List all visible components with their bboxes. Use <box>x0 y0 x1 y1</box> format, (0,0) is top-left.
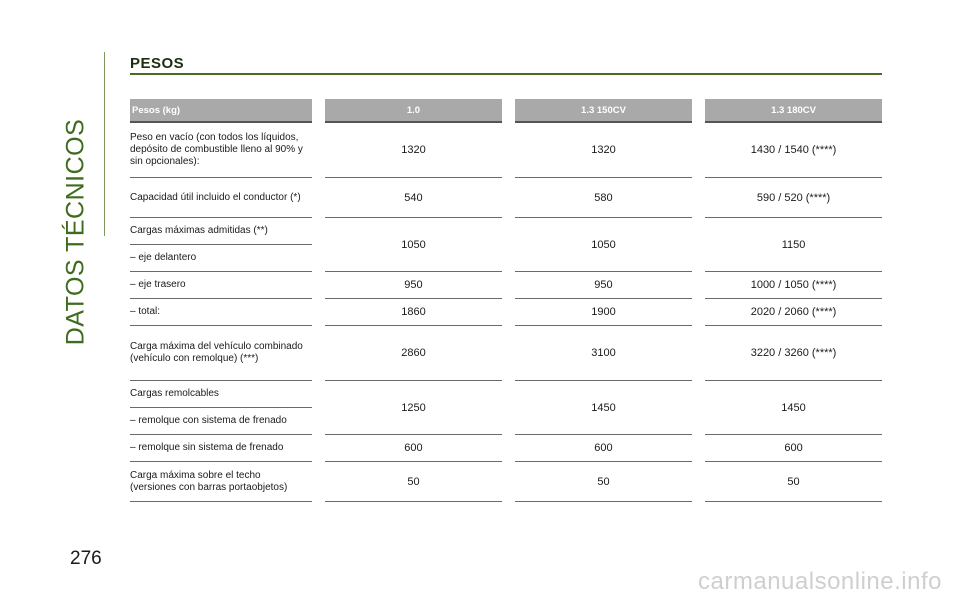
cell-value: 1450 <box>515 381 692 435</box>
table-row <box>130 435 882 462</box>
cell-value: 600 <box>705 435 882 462</box>
cell-value: 590 / 520 (****) <box>705 178 882 218</box>
header-engine-1-0: 1.0 <box>325 99 502 122</box>
header-engine-1-3-150cv: 1.3 150CV <box>515 99 692 122</box>
row-label: Carga máxima sobre el techo (versiones con barras portaobjetos) <box>130 462 312 502</box>
table-row <box>130 381 882 408</box>
row-label: Cargas remolcables <box>130 381 312 408</box>
cell-value: 2020 / 2060 (****) <box>705 299 882 326</box>
cell-value: 1050 <box>325 218 502 272</box>
cell-value: 1430 / 1540 (****) <box>705 122 882 178</box>
cell-value: 1150 <box>705 218 882 272</box>
title-divider <box>130 73 882 75</box>
side-divider <box>104 52 105 236</box>
table-row <box>130 326 882 381</box>
cell-value: 600 <box>325 435 502 462</box>
cell-value: 1250 <box>325 381 502 435</box>
table-row <box>130 178 882 218</box>
cell-value: 1050 <box>515 218 692 272</box>
row-label: Carga máxima del vehículo combinado (vehículo con remolque) (***) <box>130 326 312 381</box>
header-pesos: Pesos (kg) <box>130 99 312 122</box>
row-label: Capacidad útil incluido el conductor (*) <box>130 178 312 218</box>
row-label: – remolque sin sistema de frenado <box>130 435 312 462</box>
row-label: – eje trasero <box>130 272 312 299</box>
watermark-text: carmanualsonline.info <box>698 568 942 595</box>
cell-value: 1320 <box>515 122 692 178</box>
cell-value: 2860 <box>325 326 502 381</box>
weights-table <box>130 99 882 502</box>
page-number: 276 <box>70 548 102 569</box>
cell-value: 50 <box>515 462 692 502</box>
cell-value: 3220 / 3260 (****) <box>705 326 882 381</box>
cell-value: 50 <box>325 462 502 502</box>
row-sublabel: – remolque con sistema de frenado <box>130 408 312 435</box>
cell-value: 50 <box>705 462 882 502</box>
cell-value: 600 <box>515 435 692 462</box>
cell-value: 580 <box>515 178 692 218</box>
row-label: Peso en vacío (con todos los líquidos, depósito de combustible lleno al 90% y sin opcionales): <box>130 122 312 178</box>
table-row <box>130 299 882 326</box>
table-header-row <box>130 99 882 122</box>
cell-value: 1860 <box>325 299 502 326</box>
cell-value: 1450 <box>705 381 882 435</box>
cell-value: 3100 <box>515 326 692 381</box>
table-row <box>130 218 882 245</box>
cell-value: 950 <box>325 272 502 299</box>
table-row <box>130 272 882 299</box>
cell-value: 950 <box>515 272 692 299</box>
page-title: PESOS <box>130 55 185 72</box>
side-section-title: DATOS TÉCNICOS <box>61 118 90 346</box>
cell-value: 540 <box>325 178 502 218</box>
row-label: – total: <box>130 299 312 326</box>
cell-value: 1900 <box>515 299 692 326</box>
header-engine-1-3-180cv: 1.3 180CV <box>705 99 882 122</box>
cell-value: 1000 / 1050 (****) <box>705 272 882 299</box>
cell-value: 1320 <box>325 122 502 178</box>
row-sublabel: – eje delantero <box>130 245 312 272</box>
row-label: Cargas máximas admitidas (**) <box>130 218 312 245</box>
table-row <box>130 122 882 178</box>
table-row <box>130 462 882 502</box>
